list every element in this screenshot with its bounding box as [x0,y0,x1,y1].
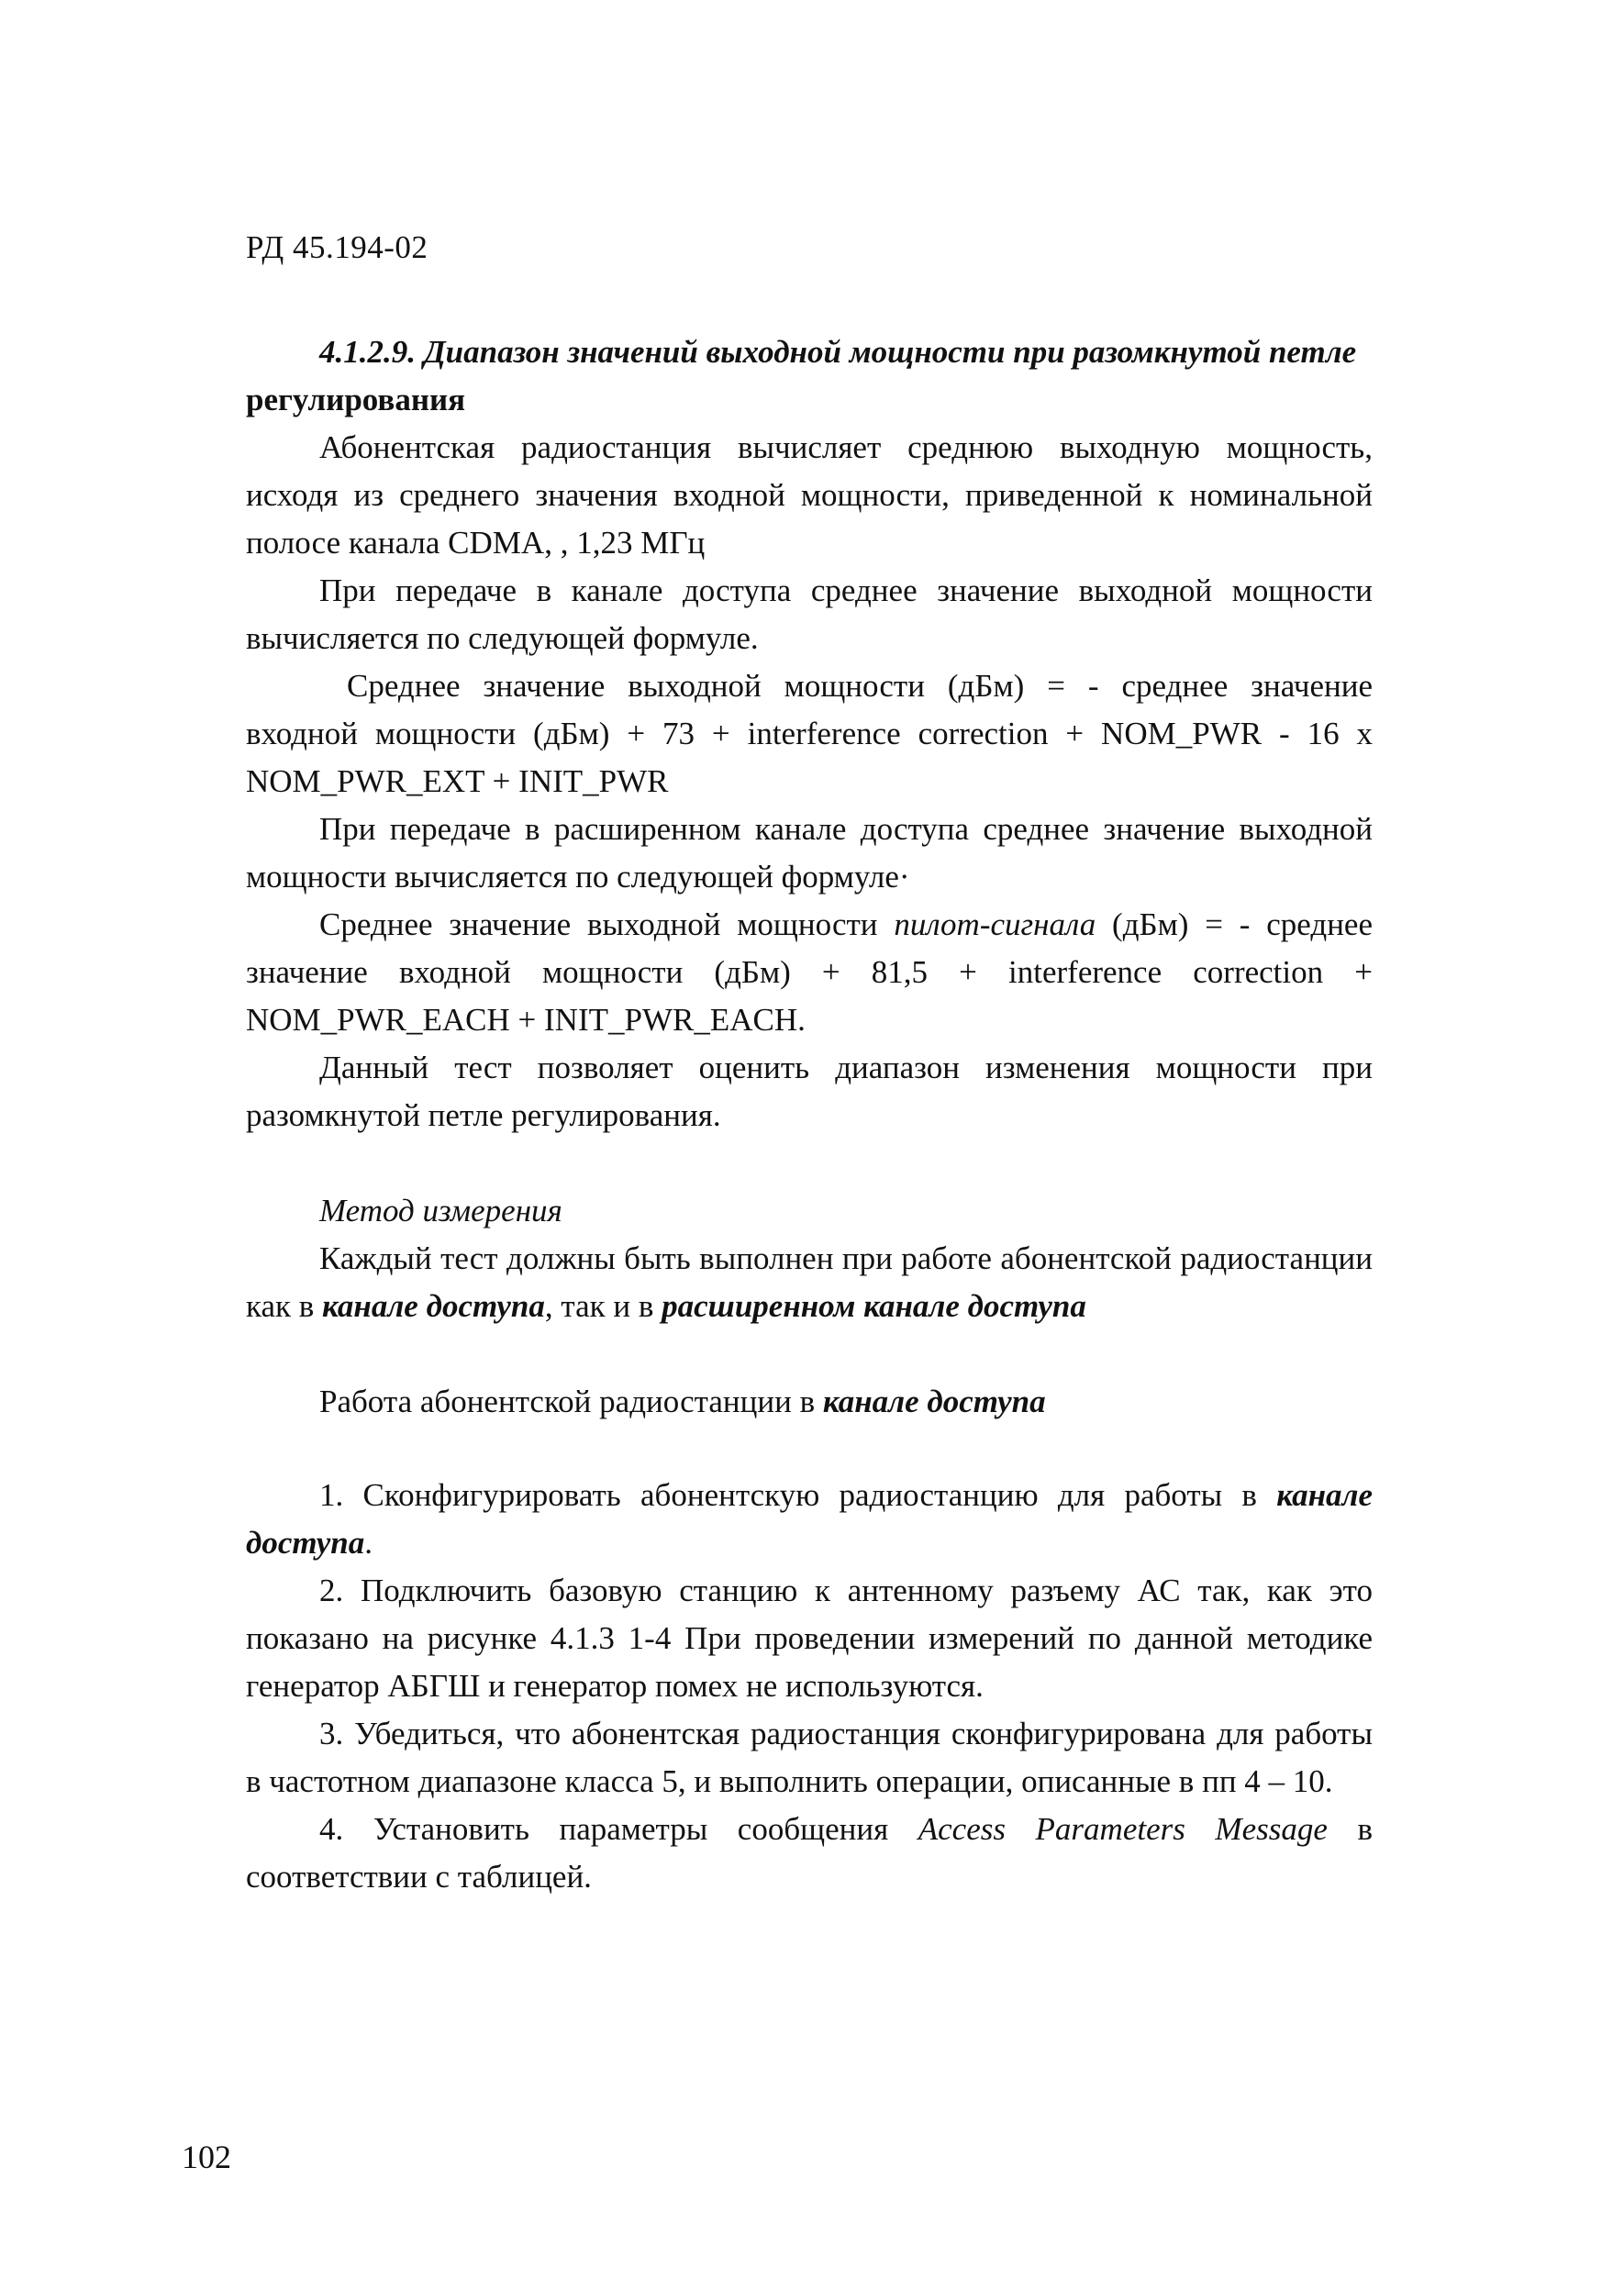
paragraph-test-purpose: Данный тест позволяет оценить диапазон изменения мощности при разомкнутой петле регулирования. [246,1050,1373,1133]
step-2: 2. Подключить базовую станцию к антенному разъему АС так, как это показано на рисунке 4.1.3 1-4 При проведении измерений по данной методике генератор АБГШ и генератор помех не используются. [246,1573,1373,1704]
subheading-access-channel: канале доступа [822,1384,1046,1419]
method-intro [246,1235,1373,1330]
page-number: 102 [182,2139,231,2175]
document-code: РД 45.194-02 [246,229,428,265]
method-intro-access-channel: канале доступа [322,1288,545,1324]
step-4-message-name: Access Parameters Message [918,1811,1328,1847]
formula2-pilot-signal: пилот-сигнала [894,906,1096,942]
step-1 [246,1472,1373,1567]
subheading-access-channel-operation [246,1378,1373,1426]
method-intro-a: Каждый тест должны быть выполнен при работе абонентской радиостанции как в [246,1240,1373,1324]
section-title-line1: Диапазон значений выходной мощности при разомкнутой петле [423,334,1357,370]
paragraph-enhanced-access-channel: При передаче в расширенном канале доступа среднее значение выходной мощности вычисляется по следующей формуле· [246,811,1373,895]
step-3: 3. Убедиться, что абонентская радиостанция сконфигурирована для работы в частотном диапазоне класса 5, и выполнить операции, описанные в пп 4 – 10. [246,1716,1373,1799]
method-intro-c: , так и в [544,1288,662,1324]
formula-enhanced-access-channel [246,901,1373,1044]
section-title-line2: регулирования [246,382,466,417]
step-1-access-channel: канале доступа [246,1477,1373,1561]
subheading-part-a: Работа абонентской радиостанции в [319,1384,823,1419]
step-4-text: 4. Установить параметры сообщения [319,1811,918,1847]
formula2-part-c: (дБм) = - среднее значение входной мощности (дБм) + 81,5 + interference correction + NOM_PWR_EACH + INIT_PWR_EACH. [246,906,1373,1038]
step-4-end: в соответствии с таблицей. [246,1811,1373,1895]
method-heading: Метод измерения [319,1193,562,1228]
paragraph-intro: Абонентская радиостанция вычисляет среднюю выходную мощность, исходя из среднего значения входной мощности, приведенной к номинальной полосе канала CDMA, , 1,23 МГц [246,429,1373,561]
paragraph-access-channel: При передаче в канале доступа среднее значение выходной мощности вычисляется по следующей формуле. [246,572,1373,656]
section-heading [246,328,1373,376]
method-intro-enhanced-access-channel: расширенном канале доступа [662,1288,1086,1324]
page-body [246,328,1373,1901]
formula-access-channel: Среднее значение выходной мощности (дБм) = - среднее значение входной мощности (дБм) + 73 + interference correction + NOM_PWR - 16 x NOM_PWR_EXT + INIT_PWR [246,668,1373,799]
step-4 [246,1806,1373,1901]
section-number: 4.1.2.9. [319,334,416,370]
step-1-end: . [364,1525,373,1561]
step-1-text: 1. Сконфигурировать абонентскую радиостанцию для работы в [319,1477,1277,1513]
formula2-part-a: Среднее значение выходной мощности [319,906,895,942]
